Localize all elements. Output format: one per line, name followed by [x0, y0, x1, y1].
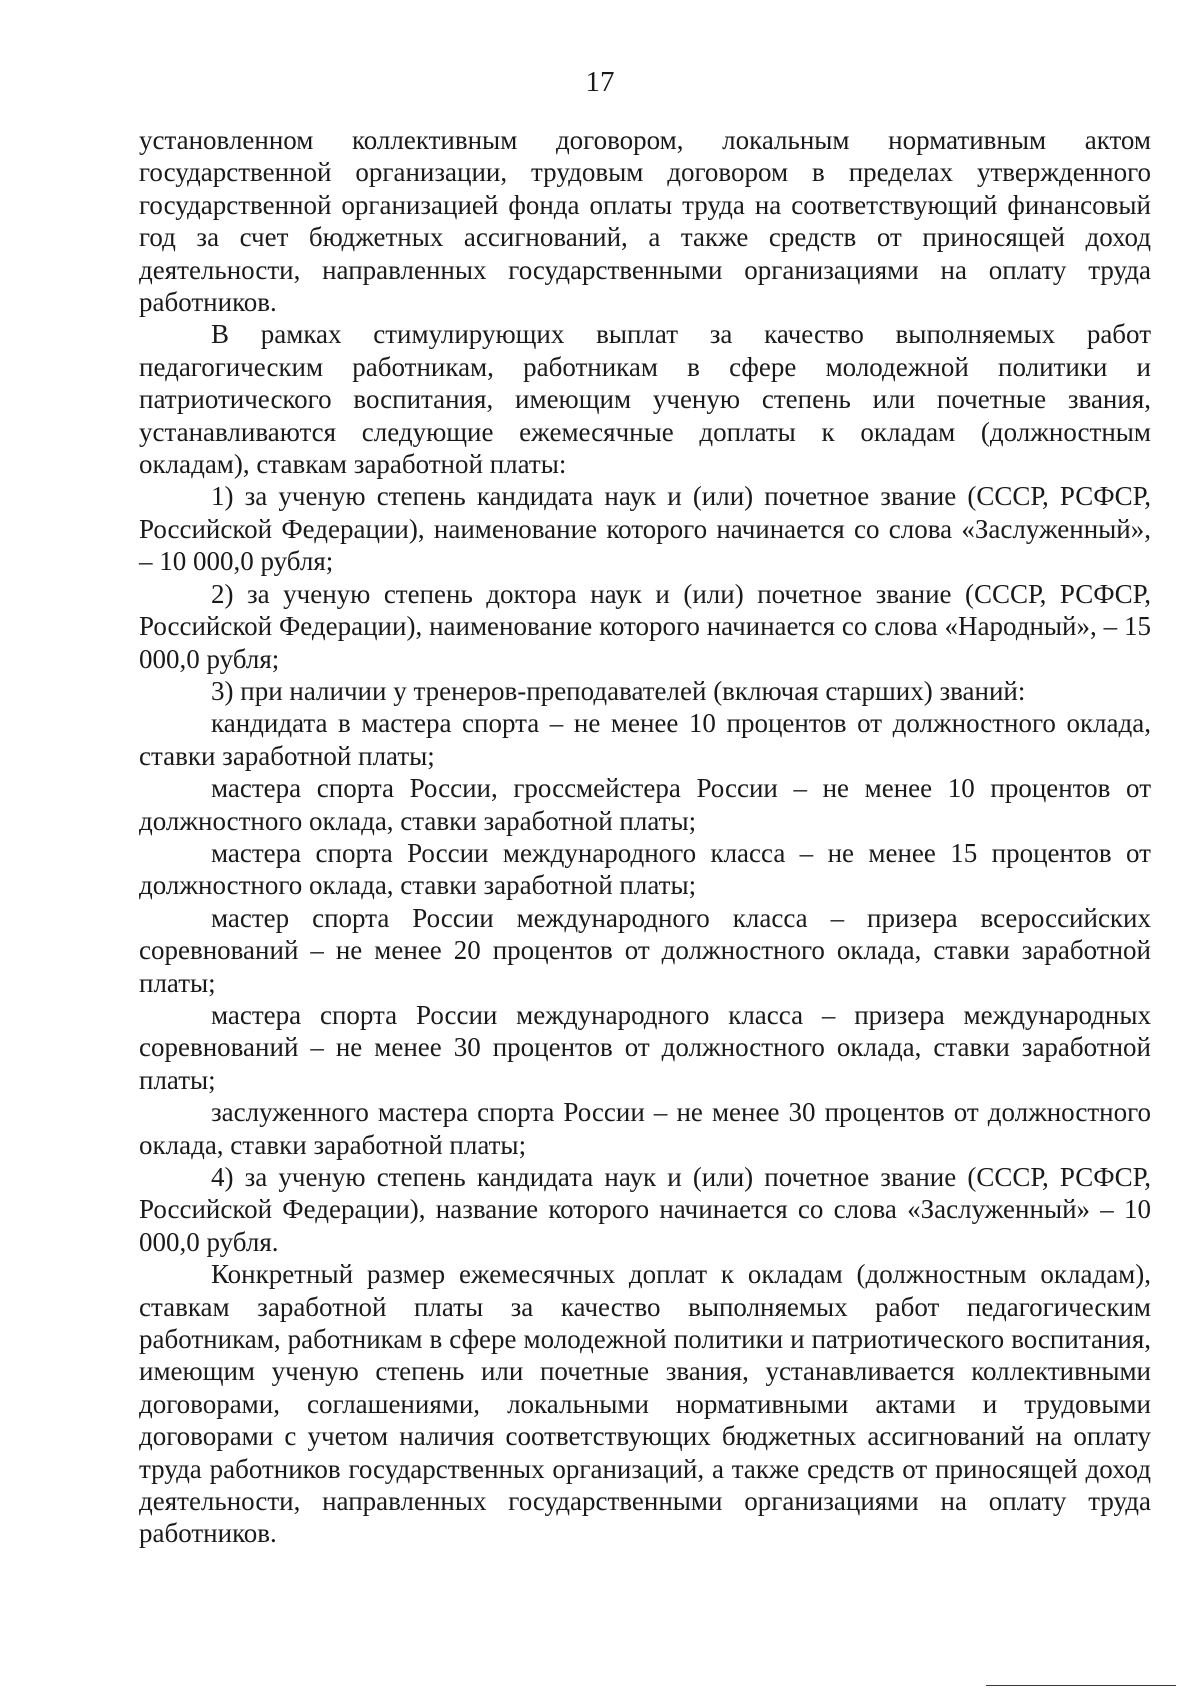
paragraph-5: 3) при наличии у тренеров-преподавателей (включая старших) званий:	[211, 675, 1026, 706]
paragraph-1: установленном коллективным договором, локальным нормативным актом государственной организации, трудовым договором в пределах утвержденного государственной организацией фонда оплаты труда на соответствующий финансовый год за счет бюджетных ассигнований, а также средств от приносящей доход деятельности, направленных государственными организациями на оплату труда работников.	[139, 125, 1151, 318]
paragraph-7: мастера спорта России, гроссмейстера России – не менее 10 процентов от должностного оклада, ставки заработной платы;	[139, 773, 1151, 836]
paragraph-6: кандидата в мастера спорта – не менее 10 процентов от должностного оклада, ставки заработной платы;	[139, 708, 1151, 771]
paragraph-9: мастер спорта России международного класса – призера всероссийских соревнований – не менее 20 процентов от должностного оклада, ставки заработной платы;	[139, 902, 1151, 998]
paragraph-12: 4) за ученую степень кандидата наук и (или) почетное звание (СССР, РСФСР, Российской Федерации), название которого начинается со слова «Заслуженный» – 10 000,0 рубля.	[139, 1162, 1151, 1257]
paragraph-4: 2) за ученую степень доктора наук и (или) почетное звание (СССР, РСФСР, Российской Федерации), наименование которого начинается со слова «Народный», – 15 000,0 рубля;	[139, 578, 1151, 674]
paragraph-10: мастера спорта России международного класса – призера международных соревнований – не менее 30 процентов от должностного оклада, ставки заработной платы;	[139, 999, 1151, 1095]
paragraph-3: 1) за ученую степень кандидата наук и (или) почетное звание (СССР, РСФСР, Российской Федерации), наименование которого начинается со слова «Заслуженный», – 10 000,0 рубля;	[139, 481, 1151, 577]
scan-edge-line	[986, 1685, 1176, 1686]
document-body	[139, 124, 1151, 1550]
paragraph-11: заслуженного мастера спорта России – не менее 30 процентов от должностного оклада, ставки заработной платы;	[139, 1097, 1151, 1160]
paragraph-13: Конкретный размер ежемесячных доплат к окладам (должностным окладам), ставкам заработной платы за качество выполняемых работ педагогическим работникам, работникам в сфере молодежной политики и патриотического воспитания, имеющим ученую степень или почетные звания, устанавливается коллективными договорами, соглашениями, локальными нормативными актами и трудовыми договорами с учетом наличия соответствующих бюджетных ассигнований на оплату труда работников государственных организаций, а также средств от приносящей доход деятельности, направленных государственными организациями на оплату труда работников.	[139, 1259, 1151, 1549]
paragraph-2: В рамках стимулирующих выплат за качество выполняемых работ педагогическим работникам, работникам в сфере молодежной политики и патриотического воспитания, имеющим ученую степень или почетные звания, устанавливаются следующие ежемесячные доплаты к окладам (должностным окладам), ставкам заработной платы:	[139, 319, 1151, 480]
page-number: 17	[585, 66, 615, 98]
paragraph-8: мастера спорта России международного класса – не менее 15 процентов от должностного оклада, ставки заработной платы;	[139, 837, 1151, 901]
